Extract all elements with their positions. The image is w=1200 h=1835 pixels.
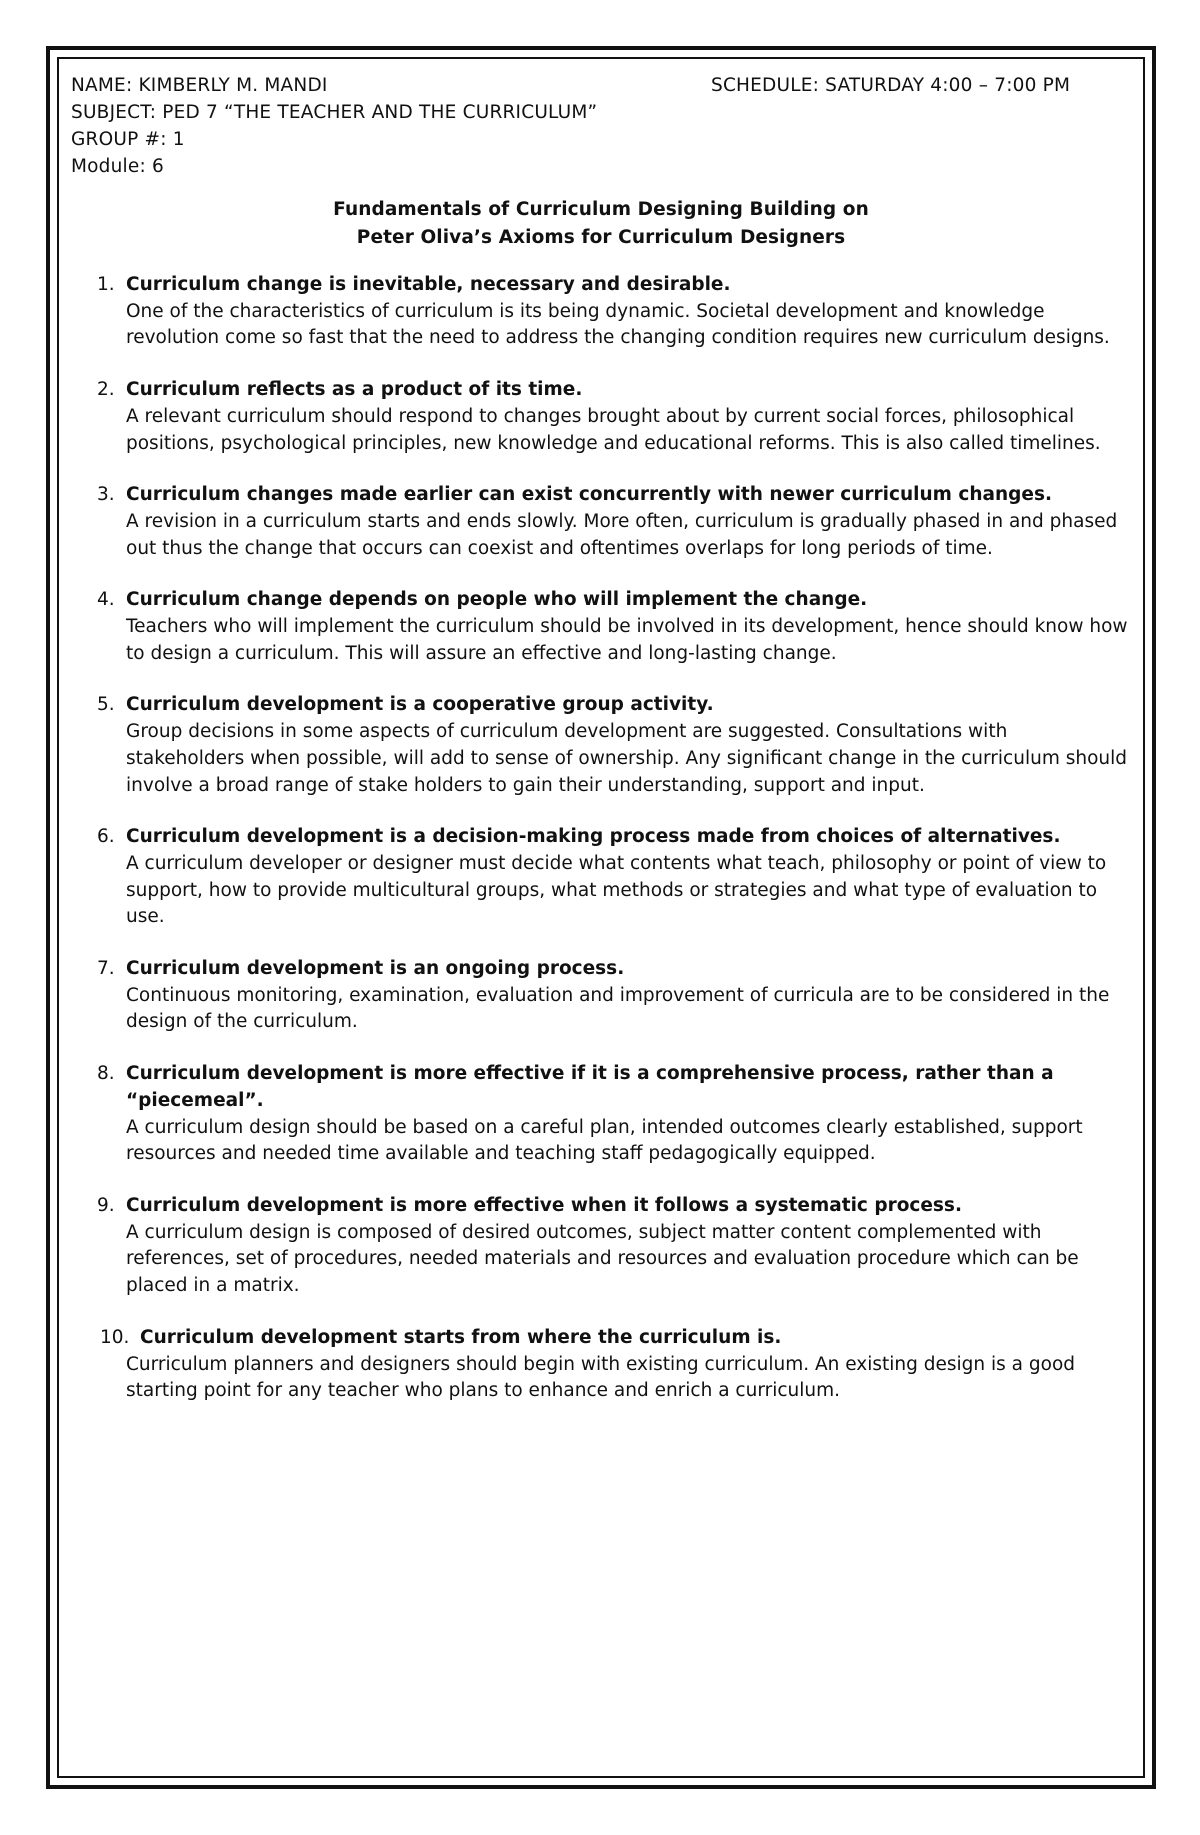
item-heading: Curriculum development is more effective when it follows a systematic process. <box>126 1194 962 1216</box>
list-item <box>71 587 1131 667</box>
item-text: A relevant curriculum should respond to changes brought about by current social forces, philosophical positions, psychological principles, new knowledge and educational reforms. This is also called timelines. <box>126 405 1101 454</box>
schedule: SCHEDULE: SATURDAY 4:00 – 7:00 PM <box>711 75 1071 96</box>
axiom-list <box>71 272 1131 1405</box>
item-number: 2. <box>97 379 115 401</box>
header-name-row <box>71 72 1131 99</box>
item-heading: Curriculum development is a decision-making process made from choices of alternatives. <box>126 826 1061 848</box>
list-item <box>71 824 1131 931</box>
item-heading: Curriculum development is a cooperative group activity. <box>126 694 714 716</box>
item-text: Group decisions in some aspects of curriculum development are suggested. Consultations with stakeholders when possible, will add to sense of ownership. Any significant change in the curriculum should involve a broad range of stake holders to gain their understanding, support and input. <box>126 721 1128 796</box>
subject: SUBJECT: PED 7 “THE TEACHER AND THE CURRICULUM” <box>71 102 598 123</box>
list-item <box>71 272 1131 352</box>
list-item <box>71 1193 1131 1300</box>
item-text: A curriculum design is composed of desired outcomes, subject matter content complemented with references, set of procedures, needed materials and resources and evaluation procedure which can be placed in a matrix. <box>126 1221 1079 1297</box>
item-number: 9. <box>97 1194 115 1216</box>
item-text: One of the characteristics of curriculum is its being dynamic. Societal development and knowledge revolution come so fast that the need to address the changing condition requires new curriculum designs. <box>126 300 1110 349</box>
item-heading: Curriculum reflects as a product of its time. <box>126 379 583 401</box>
item-heading: Curriculum change depends on people who will implement the change. <box>126 589 868 611</box>
item-heading: Curriculum development is more effective if it is a comprehensive process, rather than a “piecemeal”. <box>126 1063 1054 1111</box>
student-name: NAME: KIMBERLY M. MANDI <box>71 75 328 96</box>
item-heading: Curriculum changes made earlier can exist concurrently with newer curriculum changes. <box>126 484 1053 506</box>
item-heading: Curriculum development starts from where the curriculum is. <box>140 1326 782 1348</box>
item-number: 1. <box>97 274 115 295</box>
item-number: 7. <box>97 958 115 980</box>
item-heading: Curriculum development is an ongoing process. <box>126 958 625 980</box>
item-heading: Curriculum change is inevitable, necessary and desirable. <box>126 274 731 295</box>
item-text: Continuous monitoring, examination, evaluation and improvement of curricula are to be considered in the design of the curriculum. <box>126 984 1110 1033</box>
title-line-1: Fundamentals of Curriculum Designing Building on <box>333 199 869 220</box>
item-text: A curriculum design should be based on a careful plan, intended outcomes clearly established, support resources and needed time available and teaching staff pedagogically equipped. <box>126 1116 1083 1165</box>
document-body <box>71 72 1131 1430</box>
module-number: Module: 6 <box>71 156 164 177</box>
document-title <box>71 196 1131 252</box>
item-text: A curriculum developer or designer must decide what contents what teach, philosophy or point of view to support, how to provide multicultural groups, what methods or strategies and what type of evaluation to use. <box>126 852 1107 928</box>
item-number: 8. <box>97 1063 115 1085</box>
item-text: Teachers who will implement the curriculum should be involved in its development, hence should know how to design a curriculum. This will assure an effective and long-lasting change. <box>126 616 1128 664</box>
list-item <box>71 956 1131 1036</box>
list-item <box>71 482 1131 562</box>
item-number: 10. <box>100 1326 130 1348</box>
item-text: Curriculum planners and designers should begin with existing curriculum. An existing design is a good starting point for any teacher who plans to enhance and enrich a curriculum. <box>126 1353 1076 1402</box>
item-text: A revision in a curriculum starts and ends slowly. More often, curriculum is gradually phased in and phased out thus the change that occurs can coexist and oftentimes overlaps for long periods of time. <box>126 510 1118 559</box>
item-number: 4. <box>97 589 115 611</box>
list-item <box>71 692 1131 799</box>
list-item <box>71 1061 1131 1168</box>
list-item <box>71 1325 1131 1405</box>
item-number: 6. <box>97 826 115 848</box>
item-number: 5. <box>97 694 115 716</box>
group-number: GROUP #: 1 <box>71 129 185 150</box>
list-item <box>71 377 1131 457</box>
title-line-2: Peter Oliva’s Axioms for Curriculum Designers <box>356 227 846 248</box>
item-number: 3. <box>97 484 115 506</box>
